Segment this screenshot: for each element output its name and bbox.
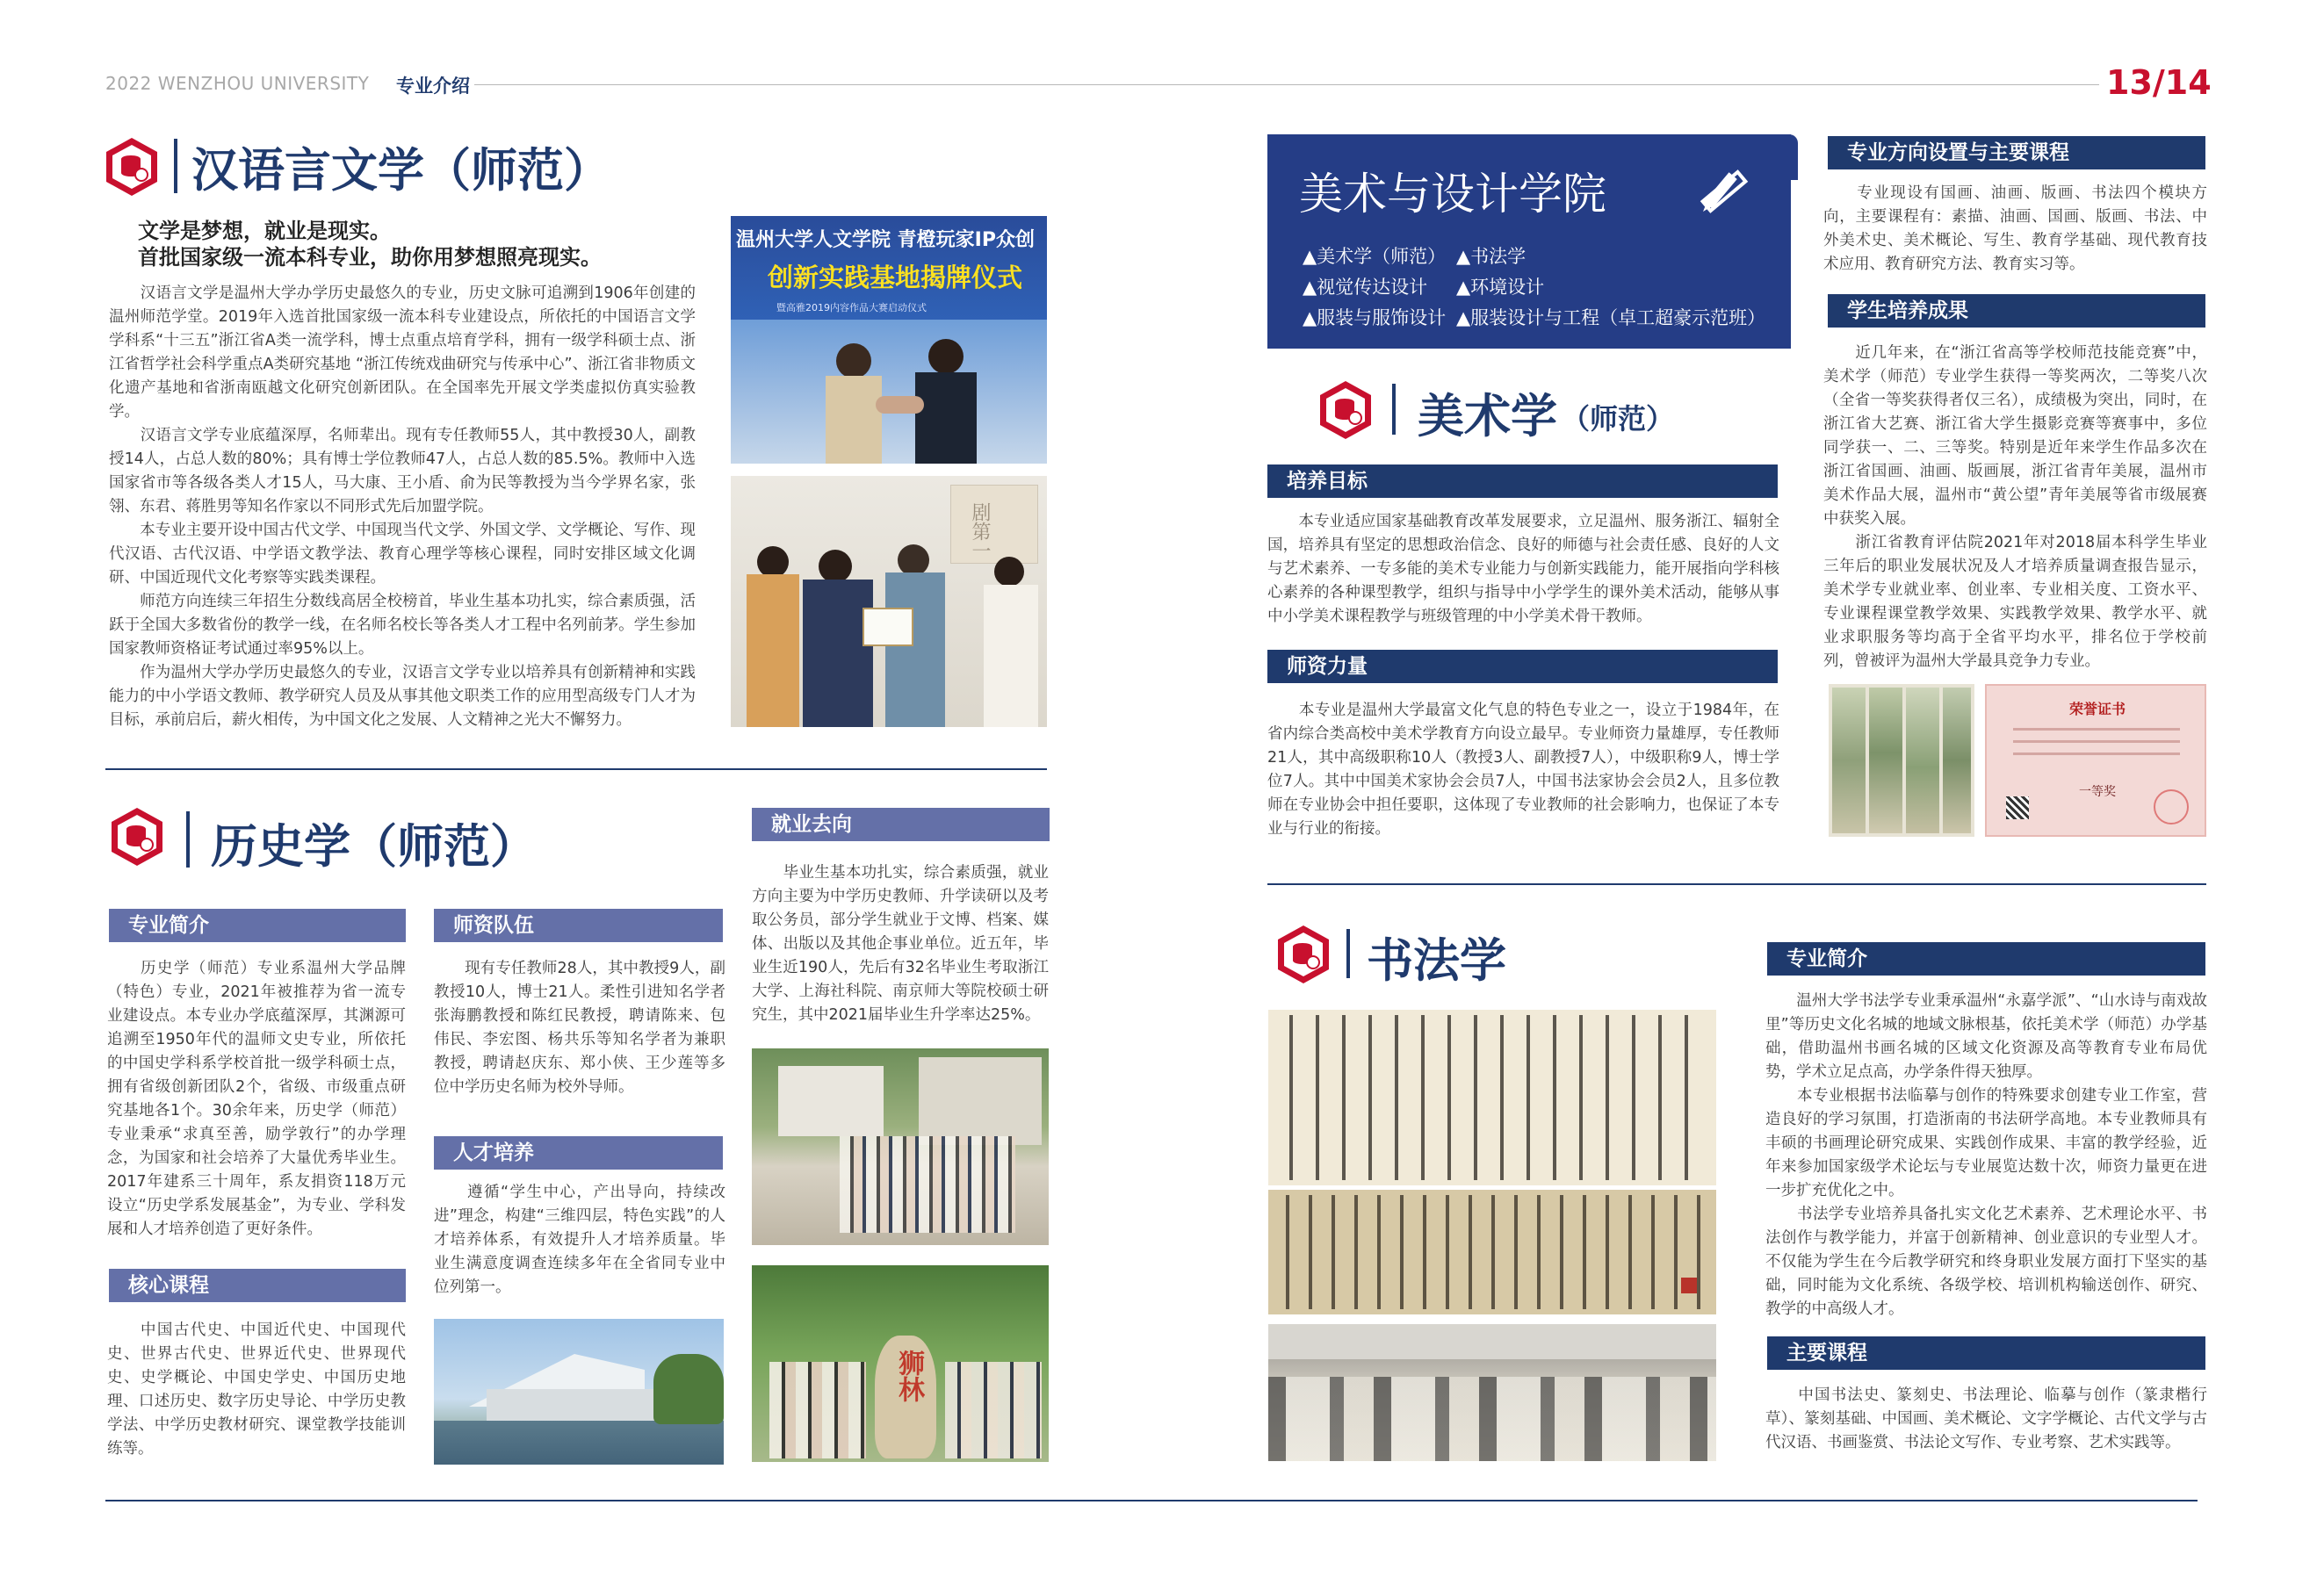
stone-text: 狮林 [893,1350,924,1402]
history-employ-body: 毕业生基本功扎实，综合素质强，就业方向主要为中学历史教师、升学读研以及考取公务员，部分学生就业于文博、档案、媒体、出版以及其他企事业单位。近五年，毕业生近190人，先后有32名毕业生考取浙江大学、上海社科院、南京师大等院校硕士研究生，其中2021届毕业生升学率达25%。 [752,864,1049,1024]
history-talent-body: 遵循“学生中心，产出导向，持续改进”理念，构建“三维四层，特色实践”的人才培养体系，有效提升人才培养质量。毕业生满意度调查连续多年在全省同专业中位列第一。 [434,1184,725,1296]
fine-arts-faculty-body: 本专业是温州大学最富文化气息的特色专业之一，设立于1984年，在省内综合类高校中美术学教育方向设立最早。专业师资力量雄厚，专任教师21人，其中高级职称10人（教授3人、副教授7人），中级职称9人，博士学位7人。其中中国美术家协会会员7人，中国书法家协会会员2人，且多位教师在专业协会中担任要职，这体现了专业教师的社会影响力，也保证了本专业与行业的衔接。 [1267,702,1779,838]
art-majors-row-3-a: ▲服装与服饰设计 [1303,307,1447,328]
history-core-bar: 核心课程 [109,1269,406,1302]
history-intro-bar: 专业简介 [109,909,406,942]
calligraphy-intro-bar: 专业简介 [1767,942,2205,976]
fine-arts-direction-bar: 专业方向设置与主要课程 [1828,136,2205,169]
slogan-line-1: 文学是梦想，就业是现实。 [138,219,391,243]
landscape-painting-image [1829,684,1974,837]
section-title-calligraphy: 书法学 [1367,934,1506,988]
header-left: 2022 WENZHOU UNIVERSITY [105,73,370,94]
fine-arts-faculty-bar: 师资力量 [1267,650,1778,683]
title-divider [186,811,190,868]
title-divider [174,139,177,193]
history-faculty-body: 现有专任教师28人，其中教授9人，副教授10人，博士21人。柔性引进知名学者张海鹏教授和陈红民教授，聘请陈来、包伟民、李宏图、杨共乐等知名学者为兼职教授，聘请赵庆东、郑小侠、王少莲等多位中学历史名师为校外导师。 [434,960,725,1096]
chinese-body: 汉语言文学是温州大学办学历史最悠久的专业，历史文脉可追溯到1906年创建的温州师范学堂。2019年入选首批国家级一流本科专业建设点，所依托的中国语言文学学科系“十三五”浙江省A类一流学科，博士点重点培育学科，拥有一级学科硕士点、浙江省哲学社会科学重点A类研究基地 “浙江传统戏曲研究与传承中心”、浙江省非物质文化遗产基地和省浙南瓯越文化研究创新团队。在全国率先开展文学类虚拟仿真实验教学。 汉语言文学专业底蕴深厚，名师辈出。现有专任教师55人，其中教授30人，副教授14人，占总人数的80%；具有博士学位教师47人，占总人数的85.5%。教师中入选国家省市等各级各类人才15人，马大康、王小盾、俞为民等教授为当今学界名家，张翎、东君、蒋胜男等知名作家以不同形式先后加盟学院。 本专业主要开设中国古代文学、中国现当代文学、外国文学、文学概论、写作、现代汉语、古代汉语、中学语文教学法、教育心理学等核心课程，同时安排区域文化调研、中国近现代文化考察等实践类课程。 师范方向连续三年招生分数线高居全校榜首，毕业生基本功扎实，综合素质强，活跃于全国大多数省份的教学一线，在名师名校长等各类人才工程中名列前茅。学生参加国家教师资格证考试通过率95%以上。 作为温州大学办学历史最悠久的专业，汉语言文学专业以培养具有创新精神和实践能力的中小学语文教师、教学研究人员及从事其他文职类工作的应用型高级专门人才为目标，承前启后，薪火相传，为中国文化之发展、人文精神之光大不懈努力。 [109,284,696,729]
title-divider [1346,929,1350,978]
fine-arts-direction-body: 专业现设有国画、油画、版画、书法四个模块方向，主要课程有：素描、油画、国画、版画、书法、中外美术史、美术概论、写生、教育学基础、现代教育技术应用、教育研究方法、教育实习等。 [1823,184,2207,273]
section-subtitle-fine-arts: （师范） [1562,402,1675,436]
ceremony-photo [731,216,1047,464]
pencil-ruler-icon [1696,164,1754,220]
fine-arts-goal-body: 本专业适应国家基础教育改革发展要求，立足温州、服务浙江、辐射全国，培养具有坚定的思想政治信念、良好的师德与社会责任感、良好的人文与艺术素养、一专多能的美术专业能力与创新实践能力，能开展指向学科核心素养的各种课型教学，组织与指导中小学学生的课外美术活动，能够从事中小学美术课程教学与班级管理的中小学美术骨干教师。 [1267,513,1779,625]
art-majors-row-2-a: ▲视觉传达设计 [1303,277,1428,298]
section-icon [1317,379,1374,444]
art-school-banner [1267,134,1791,349]
fine-arts-goal-bar: 培养目标 [1267,464,1778,498]
certificate-group-photo [731,476,1047,727]
art-majors-row-2-b: ▲环境设计 [1456,277,1545,298]
calligraphy-intro-body: 温州大学书法学专业秉承温州“永嘉学派”、“山水诗与南戏故里”等历史文化名城的地域文脉根基，依托美术学（师范）办学基础，借助温州书画名城的区域文化资源及高等教育专业布局优势，学术立足点高，办学条件得天独厚。 本专业根据书法临摹与创作的特殊要求创建专业工作室，营造良好的学习氛围，打造浙南的书法研学高地。本专业教师具有丰硕的书画理论研究成果、实践创作成果、丰富的教学经验，近年来参加国家级学术论坛与专业展览达数十次，师资力量更在进一步扩充优化之中。 书法学专业培养具备扎实文化艺术素养、艺术理论水平、书法创作与教学能力，并富于创新精神、创业意识的专业型人才。不仅能为学生在今后教学研究和终身职业发展方面打下坚实的基础，同时能为文化系统、各级学校、培训机构输送创作、研究、教学的中高级人才。 [1765,992,2207,1318]
calligraphy-classroom-photo [1268,1324,1716,1461]
fine-arts-results-bar: 学生培养成果 [1828,294,2205,328]
stone-group-photo [752,1265,1049,1462]
art-majors-row-3-b: ▲服装设计与工程（卓工超豪示范班） [1456,307,1766,328]
art-school-title: 美术与设计学院 [1299,169,1606,220]
section-icon [109,806,165,871]
section-title-chinese: 汉语言文学（师范） [191,144,610,198]
history-intro-body: 历史学（师范）专业系温州大学品牌（特色）专业，2021年被推荐为省一流专业建设点。本专业办学底蕴深厚，其渊源可追溯至1950年代的温师文史专业，所依托的中国史学科系学校首批一级学科硕士点，拥有省级创新团队2个，省级、市级重点研究基地各1个。30余年来，历史学（师范）专业秉承“求真至善，励学敦行”的办学理念，为国家和社会培养了大量优秀毕业生。2017年建系三十周年，系友捐资118万元设立“历史学系发展基金”，为专业、学科发展和人才培养创造了更好条件。 [107,960,406,1238]
art-majors-row-1-a: ▲美术学（师范） [1303,246,1447,267]
slogan-line-2: 首批国家级一流本科专业，助你用梦想照亮现实。 [138,245,602,270]
calligraphy-scroll-image-2 [1268,1190,1716,1314]
header-label: 专业介绍 [396,76,470,97]
honor-certificate-image [1985,684,2206,837]
campus-building-photo [434,1319,724,1465]
student-group-photo [752,1048,1049,1245]
banner-small: 暨高雅2019内容作品大赛启动仪式 [776,302,927,313]
title-divider [1392,384,1396,435]
page-number: 13/14 [2106,63,2212,102]
certificate-title: 荣誉证书 [2068,701,2126,717]
section-icon [104,136,160,201]
history-core-body: 中国古代史、中国近代史、中国现代史、世界古代史、世界近代史、世界现代史、史学概论、中国史学史、中国历史地理、口述历史、数字历史导论、中学历史教学法、中学历史教材研究、课堂教学技能训练等。 [107,1321,406,1458]
history-faculty-bar: 师资队伍 [434,909,723,942]
calligraphy-courses-bar: 主要课程 [1767,1336,2205,1370]
poster-text: 剧第一 [969,502,991,560]
header-rule [474,84,2099,85]
banner-line-1: 温州大学人文学院 青橙玩家IP众创 [736,229,1035,251]
art-majors-row-1-b: ▲书法学 [1456,246,1526,267]
section-title-fine-arts: 美术学 [1418,390,1557,443]
history-talent-bar: 人才培养 [434,1136,723,1170]
banner-line-2: 创新实践基地揭牌仪式 [768,263,1023,292]
section-icon [1275,924,1332,989]
section-divider-left [105,768,1047,770]
fine-arts-results-body: 近几年来，在“浙江省高等学校师范技能竞赛”中，美术学（师范）专业学生获得一等奖两次，二等奖八次（全省一等奖获得者仅三名），成绩极为突出，同时，在浙江省大艺赛、浙江省大学生摄影竞赛等赛事中，多位同学获一、二、三等奖。特别是近年来学生作品多次在浙江省国画、油画、版画展，浙江省青年美展，温州市美术作品大展，温州市“黄公望”青年美展等省市级展赛中获奖入展。 浙江省教育评估院2021年对2018届本科学生毕业三年后的职业发展状况及人才培养质量调查报告显示，美术学专业就业率、创业率、专业相关度、工资水平、专业课程课堂教学效果、实践教学效果、教学水平、就业求职服务等均高于全省平均水平，排名位于学校前列，曾被评为温州大学最具竞争力专业。 [1823,344,2207,670]
calligraphy-courses-body: 中国书法史、篆刻史、书法理论、临摹与创作（篆隶楷行草）、篆刻基础、中国画、美术概论、文字学概论、古代文学与古代汉语、书画鉴赏、书法论文写作、专业考察、艺术实践等。 [1765,1386,2207,1451]
bottom-rule [105,1500,2198,1501]
section-title-history: 历史学（师范） [211,820,537,874]
section-divider-right [1267,883,2206,885]
history-employ-bar: 就业去向 [752,808,1050,841]
certificate-award: 一等奖 [2079,785,2116,799]
calligraphy-scroll-image-1 [1268,1010,1716,1185]
